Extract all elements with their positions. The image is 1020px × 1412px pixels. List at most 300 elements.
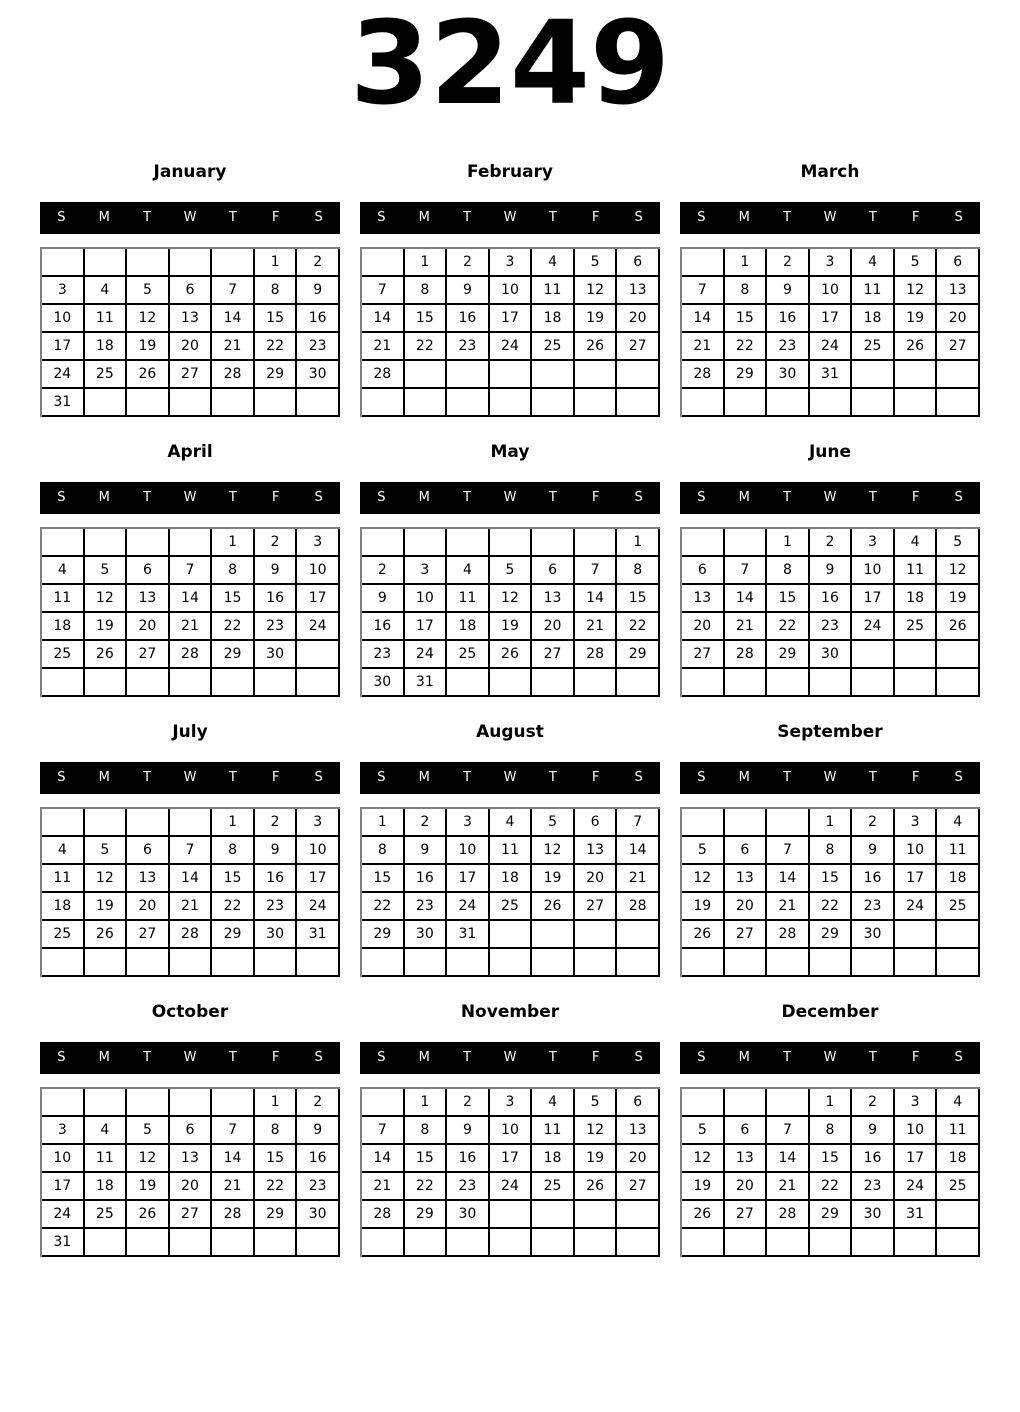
day-cell: 14 (212, 1145, 255, 1173)
day-cell: 1 (255, 249, 298, 277)
day-cell: 8 (212, 837, 255, 865)
day-cell: 24 (810, 333, 853, 361)
day-cell: 6 (575, 809, 618, 837)
month-day-grid (40, 247, 340, 417)
day-cell: 25 (42, 641, 85, 669)
day-cell: 21 (212, 1173, 255, 1201)
week-row (42, 641, 340, 669)
week-row (42, 669, 340, 697)
weekday-label: F (591, 210, 600, 226)
day-cell: 5 (85, 557, 128, 585)
day-cell: 15 (212, 585, 255, 613)
empty-day-cell (362, 249, 405, 277)
day-cell: 27 (575, 893, 618, 921)
day-cell: 8 (255, 277, 298, 305)
day-cell: 26 (85, 641, 128, 669)
day-cell: 25 (85, 1201, 128, 1229)
day-cell: 22 (725, 333, 768, 361)
day-cell: 8 (725, 277, 768, 305)
empty-day-cell (297, 389, 340, 417)
day-cell: 18 (447, 613, 490, 641)
month-may (360, 435, 660, 715)
weekday-label: M (98, 770, 110, 786)
day-cell: 3 (297, 529, 340, 557)
day-cell: 7 (170, 557, 213, 585)
empty-day-cell (127, 669, 170, 697)
empty-day-cell (170, 389, 213, 417)
day-cell: 28 (362, 1201, 405, 1229)
day-cell: 16 (810, 585, 853, 613)
week-row (682, 949, 980, 977)
day-cell: 1 (767, 529, 810, 557)
week-row (42, 809, 340, 837)
day-cell: 23 (362, 641, 405, 669)
empty-day-cell (127, 249, 170, 277)
empty-day-cell (575, 949, 618, 977)
day-cell: 23 (255, 613, 298, 641)
week-row (362, 641, 660, 669)
day-cell: 3 (490, 249, 533, 277)
week-row (362, 893, 660, 921)
weekday-label: S (697, 1050, 706, 1066)
day-cell: 10 (810, 277, 853, 305)
week-row (42, 1117, 340, 1145)
day-cell: 18 (937, 865, 980, 893)
empty-day-cell (405, 529, 448, 557)
week-row (42, 837, 340, 865)
empty-day-cell (532, 1201, 575, 1229)
empty-day-cell (575, 921, 618, 949)
day-cell: 5 (682, 1117, 725, 1145)
weekday-label: M (738, 1050, 750, 1066)
day-cell: 8 (362, 837, 405, 865)
day-cell: 9 (447, 277, 490, 305)
weekday-label: T (143, 490, 152, 506)
empty-day-cell (42, 249, 85, 277)
empty-day-cell (575, 529, 618, 557)
day-cell: 30 (405, 921, 448, 949)
weekday-label: F (591, 1050, 600, 1066)
day-cell: 16 (447, 305, 490, 333)
day-cell: 19 (490, 613, 533, 641)
weekday-header-row (40, 202, 340, 234)
day-cell: 29 (212, 641, 255, 669)
empty-day-cell (852, 361, 895, 389)
day-cell: 3 (405, 557, 448, 585)
day-cell: 16 (767, 305, 810, 333)
day-cell: 28 (170, 921, 213, 949)
weekday-label: S (954, 490, 963, 506)
day-cell: 15 (362, 865, 405, 893)
weekday-label: M (738, 490, 750, 506)
empty-day-cell (810, 669, 853, 697)
weekday-label: T (783, 770, 792, 786)
empty-day-cell (532, 529, 575, 557)
month-day-grid (40, 1087, 340, 1257)
day-cell: 14 (575, 585, 618, 613)
empty-day-cell (532, 921, 575, 949)
month-title: August (476, 721, 544, 742)
day-cell: 9 (297, 277, 340, 305)
day-cell: 28 (212, 1201, 255, 1229)
empty-day-cell (725, 1229, 768, 1257)
day-cell: 2 (405, 809, 448, 837)
empty-day-cell (575, 669, 618, 697)
empty-day-cell (362, 529, 405, 557)
day-cell: 14 (682, 305, 725, 333)
day-cell: 27 (170, 361, 213, 389)
day-cell: 29 (362, 921, 405, 949)
day-cell: 25 (85, 361, 128, 389)
day-cell: 16 (255, 585, 298, 613)
day-cell: 25 (532, 333, 575, 361)
weekday-label: S (377, 1050, 386, 1066)
weekday-header-row (40, 482, 340, 514)
empty-day-cell (490, 389, 533, 417)
day-cell: 22 (405, 1173, 448, 1201)
empty-day-cell (297, 641, 340, 669)
day-cell: 11 (852, 277, 895, 305)
empty-day-cell (937, 949, 980, 977)
day-cell: 22 (405, 333, 448, 361)
day-cell: 5 (490, 557, 533, 585)
day-cell: 20 (937, 305, 980, 333)
day-cell: 8 (212, 557, 255, 585)
empty-day-cell (617, 669, 660, 697)
day-cell: 26 (490, 641, 533, 669)
weekday-label: T (143, 1050, 152, 1066)
week-row (42, 277, 340, 305)
week-row (682, 557, 980, 585)
month-title: June (808, 441, 852, 462)
weekday-label: T (228, 490, 237, 506)
day-cell: 23 (852, 893, 895, 921)
week-row (682, 529, 980, 557)
day-cell: 22 (255, 1173, 298, 1201)
day-cell: 19 (532, 865, 575, 893)
day-cell: 12 (937, 557, 980, 585)
weekday-label: F (911, 770, 920, 786)
day-cell: 10 (852, 557, 895, 585)
day-cell: 4 (895, 529, 938, 557)
day-cell: 30 (852, 1201, 895, 1229)
day-cell: 3 (895, 1089, 938, 1117)
day-cell: 8 (810, 1117, 853, 1145)
day-cell: 10 (895, 837, 938, 865)
empty-day-cell (937, 669, 980, 697)
weekday-label: W (823, 490, 837, 506)
day-cell: 14 (617, 837, 660, 865)
day-cell: 16 (297, 305, 340, 333)
day-cell: 25 (490, 893, 533, 921)
day-cell: 20 (127, 893, 170, 921)
weekday-header-row (40, 762, 340, 794)
weekday-label: T (783, 210, 792, 226)
weekday-label: S (314, 1050, 323, 1066)
week-row (42, 1089, 340, 1117)
day-cell: 17 (895, 1145, 938, 1173)
empty-day-cell (212, 1089, 255, 1117)
weekday-header-row (360, 1042, 660, 1074)
week-row (42, 557, 340, 585)
day-cell: 13 (725, 865, 768, 893)
day-cell: 1 (362, 809, 405, 837)
week-row (362, 921, 660, 949)
day-cell: 19 (575, 305, 618, 333)
empty-day-cell (852, 1229, 895, 1257)
weekday-label: M (738, 210, 750, 226)
day-cell: 18 (895, 585, 938, 613)
empty-day-cell (447, 669, 490, 697)
day-cell: 15 (212, 865, 255, 893)
empty-day-cell (575, 1229, 618, 1257)
day-cell: 13 (532, 585, 575, 613)
day-cell: 12 (895, 277, 938, 305)
empty-day-cell (170, 249, 213, 277)
day-cell: 14 (767, 1145, 810, 1173)
day-cell: 10 (405, 585, 448, 613)
week-row (42, 333, 340, 361)
weekday-label: W (183, 1050, 197, 1066)
weekday-label: W (503, 210, 517, 226)
month-title: May (490, 441, 530, 462)
day-cell: 25 (937, 893, 980, 921)
week-row (362, 1229, 660, 1257)
empty-day-cell (852, 641, 895, 669)
day-cell: 21 (617, 865, 660, 893)
week-row (682, 1229, 980, 1257)
day-cell: 23 (852, 1173, 895, 1201)
month-day-grid (360, 1087, 660, 1257)
empty-day-cell (405, 361, 448, 389)
day-cell: 31 (42, 1229, 85, 1257)
empty-day-cell (297, 1229, 340, 1257)
week-row (682, 361, 980, 389)
day-cell: 8 (405, 277, 448, 305)
empty-day-cell (170, 669, 213, 697)
week-row (682, 613, 980, 641)
day-cell: 26 (532, 893, 575, 921)
weekday-label: S (377, 210, 386, 226)
day-cell: 27 (127, 641, 170, 669)
day-cell: 17 (490, 305, 533, 333)
empty-day-cell (937, 641, 980, 669)
day-cell: 2 (852, 809, 895, 837)
week-row (682, 669, 980, 697)
day-cell: 12 (575, 1117, 618, 1145)
day-cell: 25 (447, 641, 490, 669)
empty-day-cell (212, 949, 255, 977)
day-cell: 16 (852, 1145, 895, 1173)
day-cell: 11 (937, 1117, 980, 1145)
weekday-label: T (228, 770, 237, 786)
month-day-grid (680, 527, 980, 697)
weekday-header-row (680, 1042, 980, 1074)
day-cell: 7 (212, 1117, 255, 1145)
day-cell: 11 (42, 585, 85, 613)
day-cell: 27 (725, 1201, 768, 1229)
empty-day-cell (362, 1229, 405, 1257)
empty-day-cell (532, 669, 575, 697)
day-cell: 7 (725, 557, 768, 585)
month-june (680, 435, 980, 715)
day-cell: 6 (725, 837, 768, 865)
week-row (682, 249, 980, 277)
empty-day-cell (490, 949, 533, 977)
day-cell: 10 (297, 557, 340, 585)
empty-day-cell (617, 361, 660, 389)
day-cell: 2 (447, 249, 490, 277)
day-cell: 9 (362, 585, 405, 613)
empty-day-cell (405, 949, 448, 977)
weekday-label: S (634, 770, 643, 786)
day-cell: 26 (575, 1173, 618, 1201)
day-cell: 19 (895, 305, 938, 333)
day-cell: 23 (297, 1173, 340, 1201)
weekday-label: M (418, 210, 430, 226)
month-day-grid (40, 527, 340, 697)
day-cell: 18 (490, 865, 533, 893)
day-cell: 9 (255, 837, 298, 865)
empty-day-cell (362, 1089, 405, 1117)
empty-day-cell (767, 1229, 810, 1257)
day-cell: 13 (617, 277, 660, 305)
week-row (682, 585, 980, 613)
day-cell: 10 (42, 1145, 85, 1173)
day-cell: 26 (895, 333, 938, 361)
empty-day-cell (682, 529, 725, 557)
day-cell: 2 (810, 529, 853, 557)
weekday-label: W (183, 490, 197, 506)
day-cell: 26 (85, 921, 128, 949)
month-day-grid (360, 807, 660, 977)
month-title: December (781, 1001, 879, 1022)
week-row (682, 921, 980, 949)
day-cell: 5 (127, 1117, 170, 1145)
empty-day-cell (532, 389, 575, 417)
month-title: March (800, 161, 860, 182)
weekday-label: T (228, 210, 237, 226)
day-cell: 30 (767, 361, 810, 389)
weekday-header-row (40, 1042, 340, 1074)
empty-day-cell (767, 669, 810, 697)
weekday-label: F (911, 490, 920, 506)
day-cell: 14 (362, 1145, 405, 1173)
day-cell: 2 (362, 557, 405, 585)
weekday-label: M (418, 1050, 430, 1066)
day-cell: 24 (447, 893, 490, 921)
day-cell: 22 (767, 613, 810, 641)
day-cell: 21 (212, 333, 255, 361)
weekday-label: T (228, 1050, 237, 1066)
empty-day-cell (617, 1201, 660, 1229)
day-cell: 26 (127, 361, 170, 389)
empty-day-cell (255, 949, 298, 977)
week-row (362, 1201, 660, 1229)
week-row (682, 1173, 980, 1201)
empty-day-cell (255, 389, 298, 417)
day-cell: 7 (362, 1117, 405, 1145)
week-row (42, 949, 340, 977)
day-cell: 22 (212, 613, 255, 641)
day-cell: 30 (297, 1201, 340, 1229)
day-cell: 3 (42, 277, 85, 305)
day-cell: 12 (682, 865, 725, 893)
empty-day-cell (810, 389, 853, 417)
day-cell: 3 (895, 809, 938, 837)
empty-day-cell (767, 389, 810, 417)
empty-day-cell (725, 669, 768, 697)
week-row (362, 949, 660, 977)
day-cell: 19 (682, 1173, 725, 1201)
week-row (362, 1173, 660, 1201)
week-row (42, 585, 340, 613)
day-cell: 3 (490, 1089, 533, 1117)
day-cell: 14 (725, 585, 768, 613)
empty-day-cell (85, 949, 128, 977)
weekday-label: F (271, 770, 280, 786)
day-cell: 30 (255, 641, 298, 669)
day-cell: 4 (42, 557, 85, 585)
week-row (362, 389, 660, 417)
empty-day-cell (810, 1229, 853, 1257)
day-cell: 3 (810, 249, 853, 277)
empty-day-cell (895, 921, 938, 949)
month-september (680, 715, 980, 995)
empty-day-cell (85, 249, 128, 277)
day-cell: 21 (575, 613, 618, 641)
empty-day-cell (725, 1089, 768, 1117)
empty-day-cell (810, 949, 853, 977)
empty-day-cell (937, 921, 980, 949)
day-cell: 13 (575, 837, 618, 865)
weekday-label: S (954, 210, 963, 226)
day-cell: 5 (575, 249, 618, 277)
month-day-grid (40, 807, 340, 977)
weekday-label: T (783, 1050, 792, 1066)
day-cell: 25 (895, 613, 938, 641)
week-row (682, 641, 980, 669)
day-cell: 5 (682, 837, 725, 865)
day-cell: 10 (490, 1117, 533, 1145)
day-cell: 14 (212, 305, 255, 333)
weekday-label: S (954, 1050, 963, 1066)
empty-day-cell (937, 361, 980, 389)
day-cell: 17 (490, 1145, 533, 1173)
day-cell: 28 (682, 361, 725, 389)
day-cell: 13 (617, 1117, 660, 1145)
day-cell: 21 (767, 893, 810, 921)
day-cell: 21 (362, 1173, 405, 1201)
day-cell: 28 (170, 641, 213, 669)
weekday-header-row (360, 482, 660, 514)
empty-day-cell (937, 1201, 980, 1229)
day-cell: 20 (575, 865, 618, 893)
weekday-label: M (98, 490, 110, 506)
week-row (682, 1145, 980, 1173)
day-cell: 5 (895, 249, 938, 277)
day-cell: 7 (212, 277, 255, 305)
empty-day-cell (895, 389, 938, 417)
day-cell: 14 (362, 305, 405, 333)
day-cell: 20 (532, 613, 575, 641)
empty-day-cell (490, 669, 533, 697)
day-cell: 18 (42, 613, 85, 641)
weekday-label: T (548, 490, 557, 506)
empty-day-cell (725, 949, 768, 977)
empty-day-cell (170, 1089, 213, 1117)
day-cell: 3 (42, 1117, 85, 1145)
